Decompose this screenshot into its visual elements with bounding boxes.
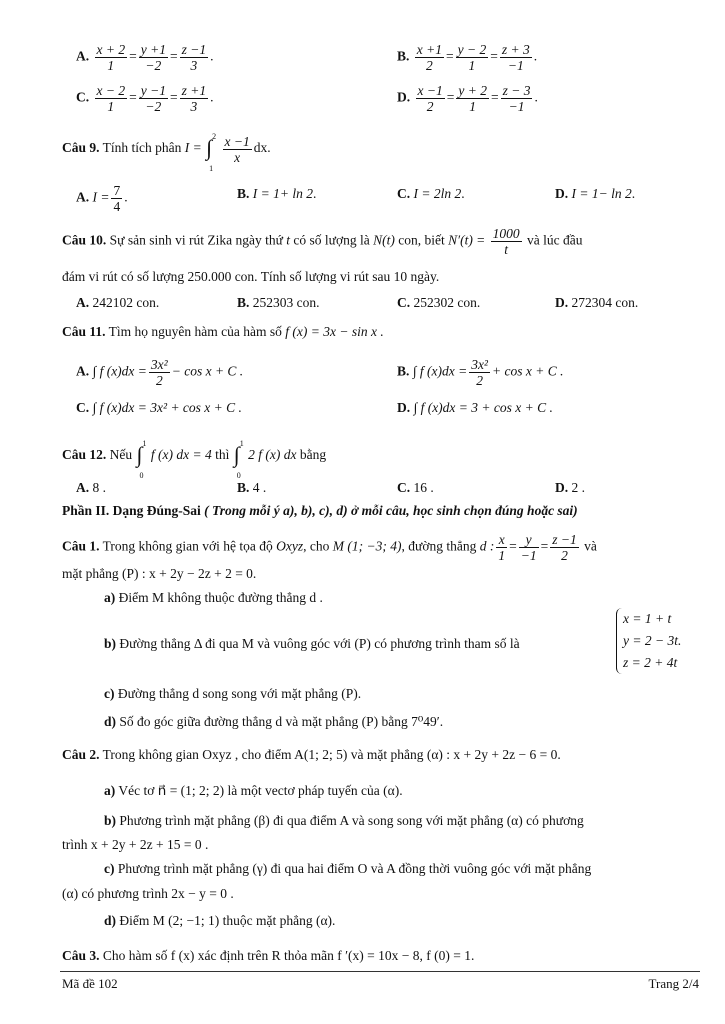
p2q2-item-c: c) Phương trình mặt phẳng (γ) đi qua hai điểm O và A đồng thời vuông góc với mặt phẳng [104,861,592,876]
p2q1-item-c: c) Đường thẳng d song song với mặt phẳng (P). [104,686,362,701]
q10-stem: Câu 10. Sự sản sinh vi rút Zika ngày thứ t có số lượng là N(t) con, biết N′(t) = $\frac{1000}{t}$ và lúc đầu [62,226,583,257]
q10-option-a: A. 242102 con. [76,295,160,310]
q8-option-d: D. $\frac{x -1}{2}$ = $\frac{y + 2}{1}$ = $\frac{z - 3}{-1}$ . [397,83,538,114]
q9-option-c: C. I = 2ln 2. [397,186,465,201]
p2q1-item-d: d) Số đo góc giữa đường thẳng d và mặt phẳng (P) bằng 7⁰49′. [104,714,444,729]
p2q3-stem: Câu 3. Cho hàm số f (x) xác định trên R thỏa mãn f ′(x) = 10x − 8, f (0) = 1. [62,948,475,963]
q12-option-c: C. 16 . [397,480,434,495]
q9-stem: Câu 9. Tính tích phân I = ∫ 2 1 $\frac{x -1}{x}$ dx. [62,132,271,173]
q12-option-a: A. 8 . [76,480,106,495]
q9-option-d: D. I = 1− ln 2. [555,186,636,201]
footer-exam-code: Mã đề 102 [62,976,118,991]
q9-option-a: A. I = $\frac{7}{4}$ . [76,183,128,214]
p2q1-stem: Câu 1. Trong không gian với hệ tọa độ Oxyz, cho M (1; −3; 4), đường thẳng d : $\frac{x}{1}$ = $\frac{y}{-1}$ = $\frac{z -1}{2}$ và [62,532,597,563]
q9-option-b: B. I = 1+ ln 2. [237,186,317,201]
q11-option-d: D. ∫ f (x)dx = 3 + cos x + C . [397,400,553,415]
part2-heading: Phần II. Dạng Đúng-Sai ( Trong mỗi ý a), b), c), d) ở mỗi câu, học sinh chọn đúng hoặc sai) [62,503,578,518]
p2q2-item-a: a) Véc tơ n⃗ = (1; 2; 2) là một vectơ pháp tuyến của (α). [104,783,403,798]
p2q1-stem-line2: mặt phẳng (P) : x + 2y − 2z + 2 = 0. [62,566,257,581]
q12-option-b: B. 4 . [237,480,267,495]
footer-divider [60,971,700,972]
q9-label: Câu 9. [62,140,100,156]
q10-option-c: C. 252302 con. [397,295,481,310]
q12-stem: Câu 12. Nếu ∫ 1 0 f (x) dx = 4 thì ∫ 1 0 2 f (x) dx bằng [62,439,327,480]
q11-stem: Câu 11. Tìm họ nguyên hàm của hàm số f (x) = 3x − sin x . [62,324,384,339]
p2q1-item-a: a) Điểm M không thuộc đường thẳng d . [104,590,323,605]
p2q1-item-b: b) Đường thẳng Δ đi qua M và vuông góc với (P) có phương trình tham số là [104,636,520,651]
q8-option-b: B. $\frac{x +1}{2}$ = $\frac{y - 2}{1}$ = $\frac{z + 3}{-1}$ . [397,42,538,73]
p2q2-item-b: b) Phương trình mặt phẳng (β) đi qua điểm A và song song với mặt phẳng (α) có phương [104,813,584,828]
footer-page-number: Trang 2/4 [648,976,699,991]
q10-stem-line2: đám vi rút có số lượng 250.000 con. Tính số lượng vi rút sau 10 ngày. [62,269,440,284]
p2q2-item-d: d) Điểm M (2; −1; 1) thuộc mặt phẳng (α). [104,913,336,928]
p2q2-stem: Câu 2. Trong không gian Oxyz , cho điểm A(1; 2; 5) và mặt phẳng (α) : x + 2y + 2z − 6 = 0. [62,747,561,762]
q12-option-d: D. 2 . [555,480,585,495]
p2q2-item-c-line2: (α) có phương trình 2x − y = 0 . [62,886,234,901]
q8-option-a: A. $\frac{x + 2}{1}$ = $\frac{y +1}{-2}$ = $\frac{z -1}{3}$ . [76,42,214,73]
q11-option-a: A. ∫ f (x)dx = $\frac{\text{3x²}}{2}$ − cos x + C . [76,357,244,388]
p2q2-item-b-line2: trình x + 2y + 2z + 15 = 0 . [62,837,209,852]
q10-option-b: B. 252303 con. [237,295,320,310]
q11-option-b: B. ∫ f (x)dx = $\frac{\text{3x²}}{2}$ + cos x + C . [397,357,564,388]
q8-option-c: C. $\frac{x - 2}{1}$ = $\frac{y -1}{-2}$ = $\frac{z +1}{3}$ . [76,83,214,114]
q11-option-c: C. ∫ f (x)dx = 3x² + cos x + C . [76,400,242,415]
q10-option-d: D. 272304 con. [555,295,639,310]
p2q1-param-system: x = 1 + t y = 2 − 3t. z = 2 + 4t [616,608,681,674]
